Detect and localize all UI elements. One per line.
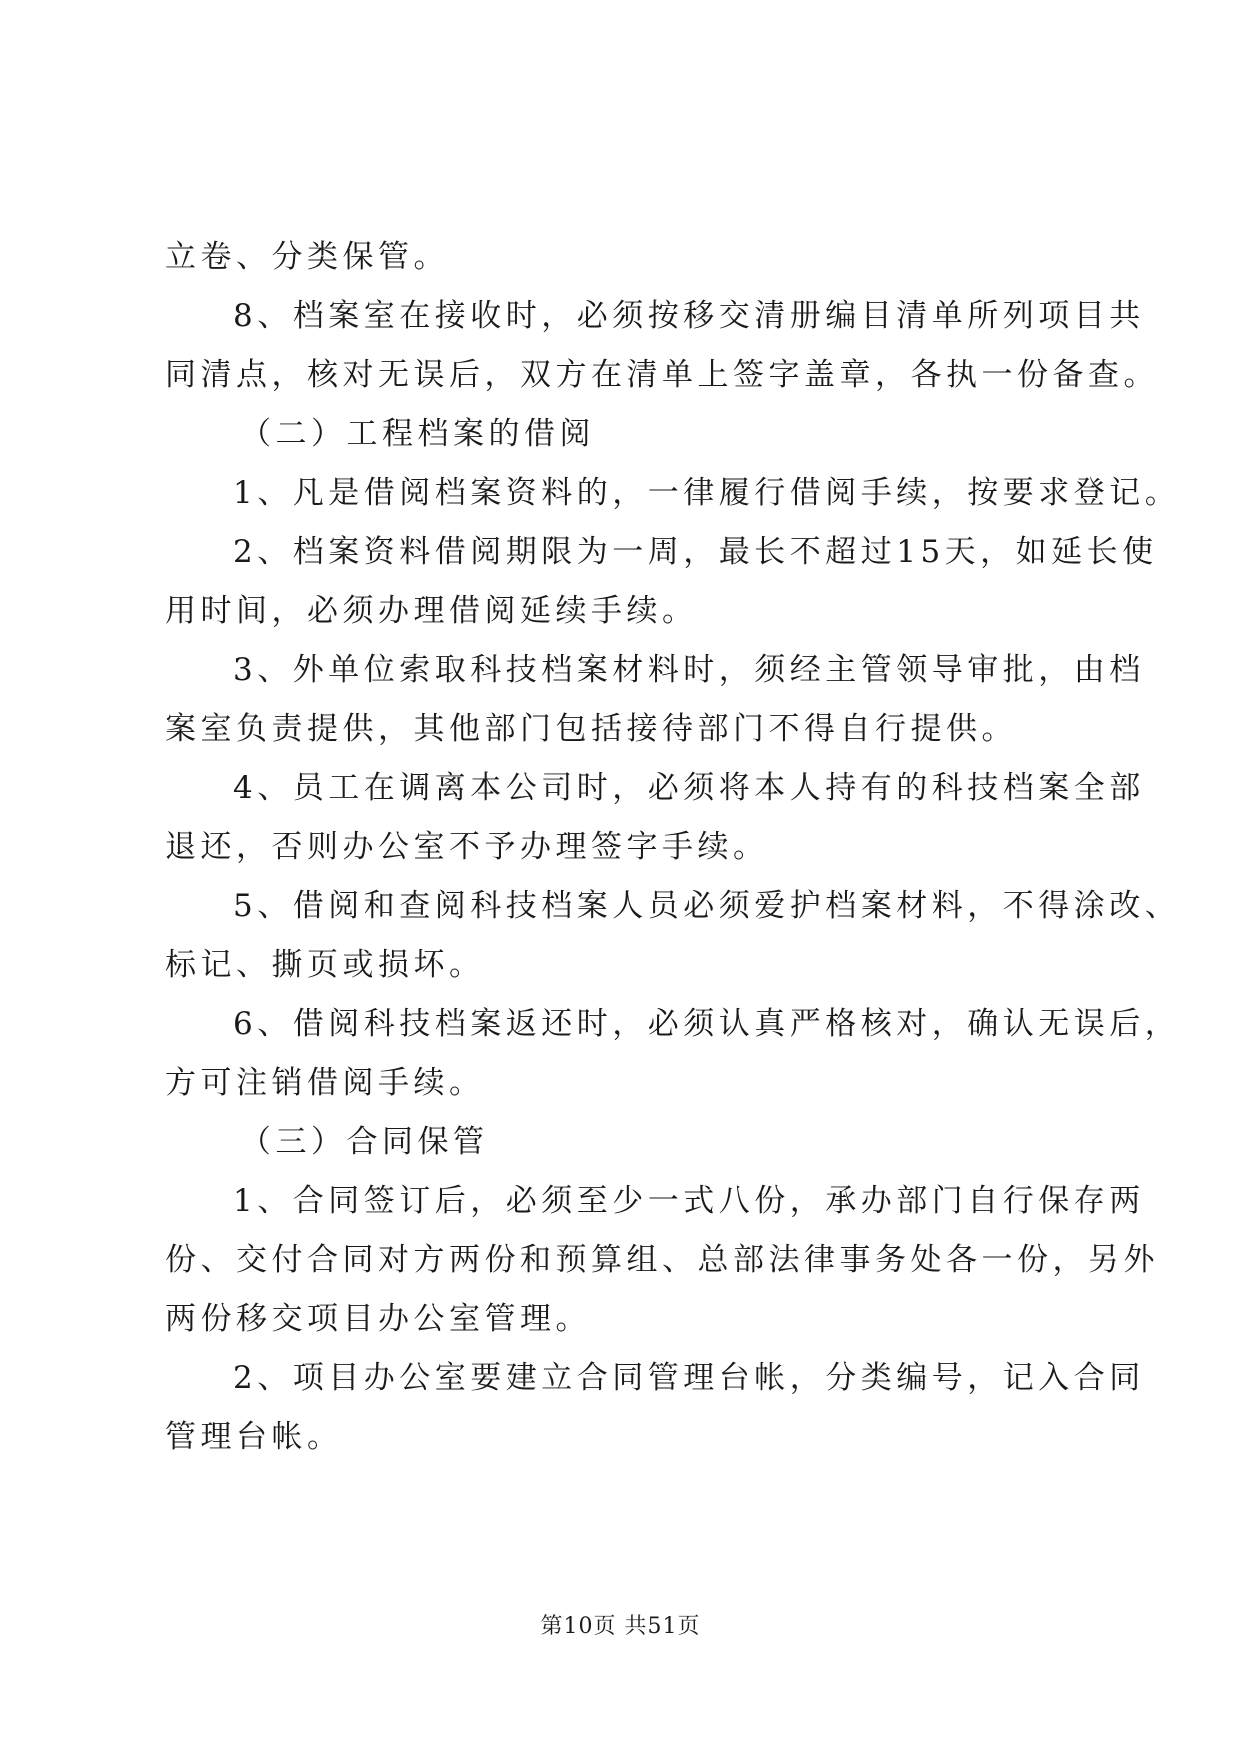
paragraph-contract-2-line-1: 2、项目办公室要建立合同管理台帐，分类编号，记入合同 (233, 1360, 1145, 1396)
paragraph-borrow-5-line-2: 标记、撕页或损坏。 (165, 947, 485, 983)
paragraph-item-8-line-2: 同清点，核对无误后，双方在清单上签字盖章，各执一份备查。 (165, 357, 1159, 393)
section-heading-borrowing: （二）工程档案的借阅 (240, 416, 595, 452)
paragraph-item-8-line-1: 8、档案室在接收时，必须按移交清册编目清单所列项目共 (233, 298, 1145, 334)
paragraph-contract-1-line-1: 1、合同签订后，必须至少一式八份，承办部门自行保存两 (233, 1183, 1145, 1219)
paragraph-borrow-1: 1、凡是借阅档案资料的，一律履行借阅手续，按要求登记。 (233, 475, 1181, 511)
paragraph-borrow-6-line-1: 6、借阅科技档案返还时，必须认真严格核对，确认无误后， (233, 1006, 1181, 1042)
paragraph-borrow-3-line-1: 3、外单位索取科技档案材料时，须经主管领导审批，由档 (233, 652, 1145, 688)
document-body (165, 228, 1181, 1467)
paragraph-borrow-2-line-2: 用时间，必须办理借阅延续手续。 (165, 593, 698, 629)
paragraph-borrow-2-line-1: 2、档案资料借阅期限为一周，最长不超过15天，如延长使 (233, 534, 1158, 570)
page-number-footer: 第10页 共51页 (540, 1614, 701, 1639)
paragraph-contract-1-line-3: 两份移交项目办公室管理。 (165, 1301, 591, 1337)
paragraph-borrow-6-line-2: 方可注销借阅手续。 (165, 1065, 485, 1101)
paragraph-borrow-5-line-1: 5、借阅和查阅科技档案人员必须爱护档案材料，不得涂改、 (233, 888, 1181, 924)
paragraph-contract-2-line-2: 管理台帐。 (165, 1419, 343, 1455)
text-line: 立卷、分类保管。 (165, 239, 449, 275)
paragraph-contract-1-line-2: 份、交付合同对方两份和预算组、总部法律事务处各一份，另外 (165, 1242, 1159, 1278)
paragraph-borrow-4-line-1: 4、员工在调离本公司时，必须将本人持有的科技档案全部 (233, 770, 1145, 806)
paragraph-borrow-4-line-2: 退还，否则办公室不予办理签字手续。 (165, 829, 769, 865)
paragraph-borrow-3-line-2: 案室负责提供，其他部门包括接待部门不得自行提供。 (165, 711, 1017, 747)
section-heading-contracts: （三）合同保管 (240, 1124, 489, 1160)
